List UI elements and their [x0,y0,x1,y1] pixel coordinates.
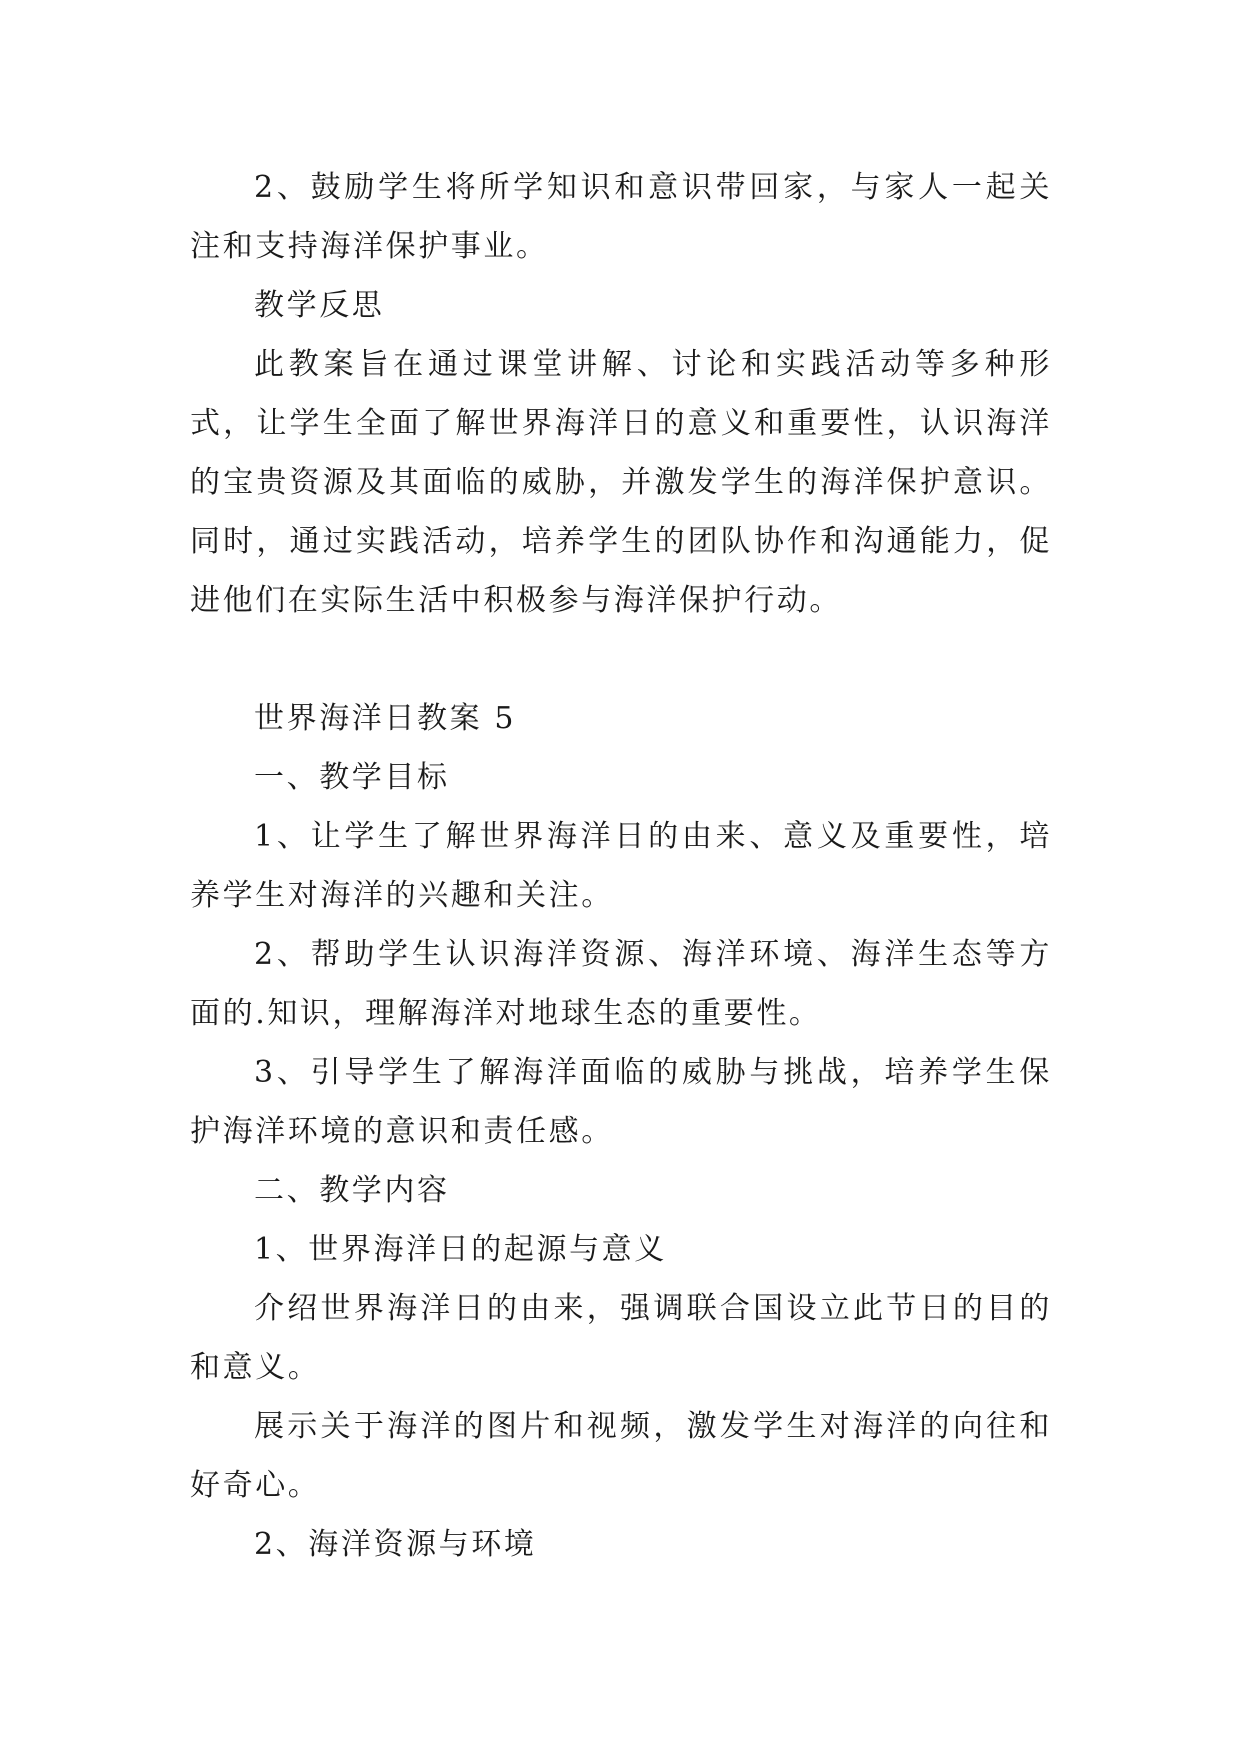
heading-teaching-reflection: 教学反思 [254,288,385,323]
objective-1: 1、让学生了解世界海洋日的由来、意义及重要性，培养学生对海洋的兴趣和关注。 [190,819,1052,913]
content-1-heading: 1、世界海洋日的起源与意义 [254,1232,667,1267]
content-2-heading: 2、海洋资源与环境 [254,1527,537,1562]
paragraph-reflection: 此教案旨在通过课堂讲解、讨论和实践活动等多种形式，让学生全面了解世界海洋日的意义和重要性，认识海洋的宝贵资源及其面临的威胁，并激发学生的海洋保护意识。同时，通过实践活动，培养学生的团队协作和沟通能力，促进他们在实际生活中积极参与海洋保护行动。 [190,347,1052,618]
paragraph-encourage-family: 2、鼓励学生将所学知识和意识带回家，与家人一起关注和支持海洋保护事业。 [190,170,1052,264]
objective-2: 2、帮助学生认识海洋资源、海洋环境、海洋生态等方面的.知识，理解海洋对地球生态的重要性。 [190,937,1052,1031]
section-spacer [190,630,1052,689]
objective-3: 3、引导学生了解海洋面临的威胁与挑战，培养学生保护海洋环境的意识和责任感。 [190,1055,1052,1149]
heading-content: 二、教学内容 [254,1173,450,1208]
content-1-paragraph-2: 展示关于海洋的图片和视频，激发学生对海洋的向往和好奇心。 [190,1409,1052,1503]
document-body [190,158,1052,1574]
content-1-paragraph-1: 介绍世界海洋日的由来，强调联合国设立此节日的目的和意义。 [190,1291,1052,1385]
section-title: 世界海洋日教案 5 [254,701,517,736]
heading-objectives: 一、教学目标 [254,760,450,795]
